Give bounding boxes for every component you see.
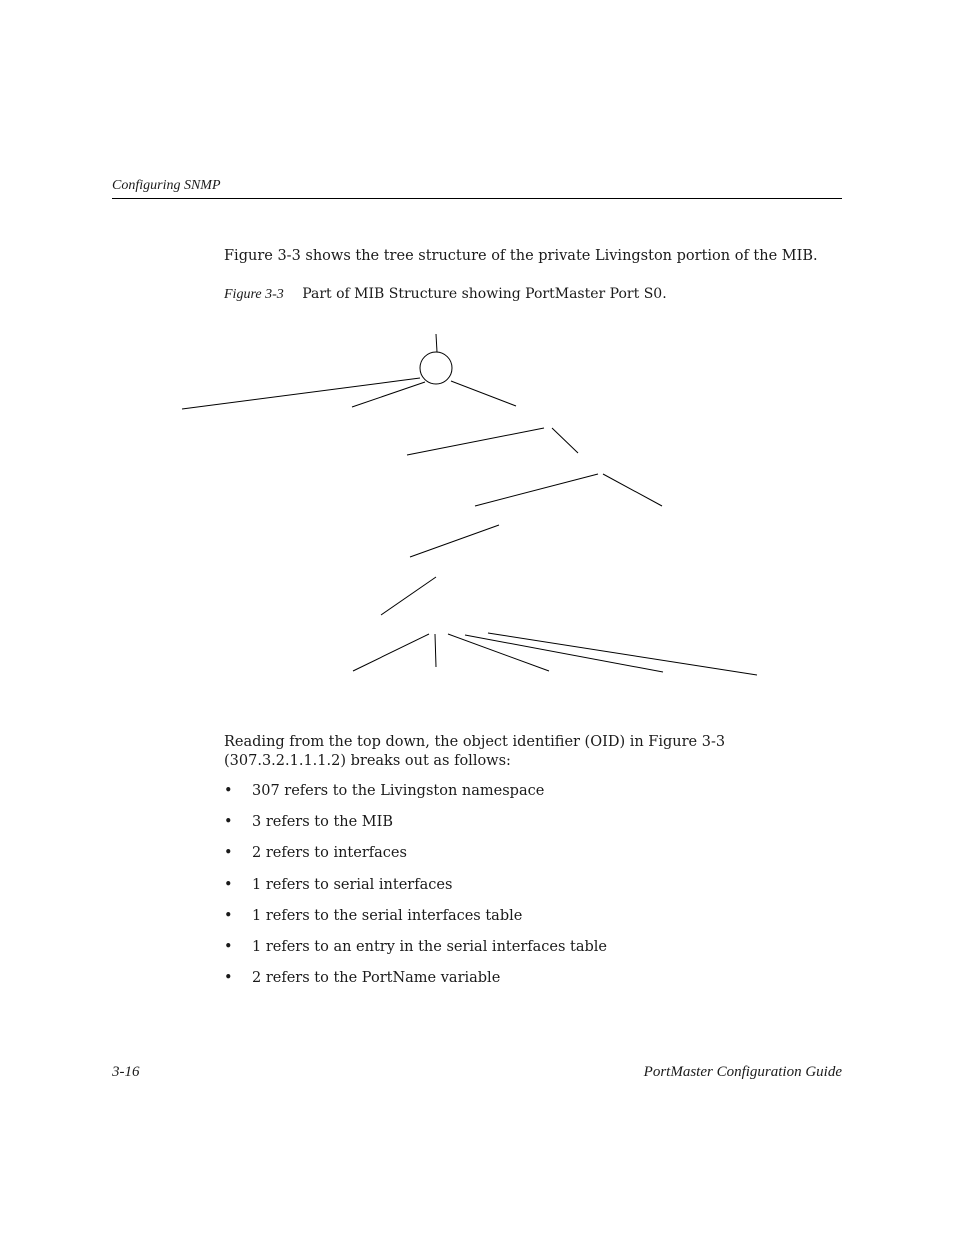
tree-branch	[488, 633, 757, 675]
list-item-text: 1 refers to an entry in the serial interfaces table	[252, 938, 607, 955]
tree-branch	[603, 474, 662, 506]
tree-branch	[435, 634, 436, 667]
tree-branch	[407, 428, 544, 455]
list-item	[224, 908, 607, 939]
mib-tree-diagram	[0, 325, 954, 685]
tree-branch	[381, 577, 436, 615]
tree-root-node	[420, 352, 452, 384]
intro-paragraph: Figure 3-3 shows the tree structure of the private Livingston portion of the MIB.	[224, 248, 818, 264]
book-title: PortMaster Configuration Guide	[643, 1064, 842, 1080]
tree-branch	[410, 525, 499, 557]
tree-branch	[475, 474, 598, 506]
list-item	[224, 877, 607, 908]
page-number: 3-16	[112, 1064, 140, 1080]
bullet-glyph: •	[224, 938, 233, 955]
bullet-glyph: •	[224, 783, 233, 799]
tree-branch	[451, 381, 516, 406]
tree-branch	[465, 635, 663, 672]
figure-number: Figure 3-3	[224, 287, 284, 302]
bullet-glyph: •	[224, 907, 233, 924]
tree-branch	[182, 378, 420, 409]
list-item	[224, 783, 607, 814]
list-item	[224, 814, 607, 845]
figure-caption	[224, 286, 667, 303]
list-item-text: 3 refers to the MIB	[252, 814, 394, 831]
figure-title: Part of MIB Structure showing PortMaster Port S0.	[302, 286, 667, 302]
list-item	[224, 939, 607, 970]
bullet-glyph: •	[224, 814, 233, 831]
list-item-text: 1 refers to the serial interfaces table	[252, 907, 523, 924]
oid-breakdown-list	[224, 783, 607, 1001]
tree-branch	[353, 634, 429, 671]
list-item-text: 2 refers to the PortName variable	[252, 970, 501, 987]
reading-paragraph: Reading from the top down, the object identifier (OID) in Figure 3-3 (307.3.2.1.1.1.2) breaks out as follows:	[224, 734, 726, 769]
tree-branch	[552, 428, 578, 453]
bullet-glyph: •	[224, 876, 233, 893]
list-item-text: 2 refers to interfaces	[252, 845, 407, 862]
list-item	[224, 970, 607, 1001]
bullet-glyph: •	[224, 845, 233, 862]
running-head: Configuring SNMP	[112, 178, 221, 193]
header-rule	[112, 198, 842, 199]
list-item-text: 1 refers to serial interfaces	[252, 876, 453, 893]
list-item	[224, 845, 607, 876]
tree-branch	[448, 634, 549, 671]
list-item-text: 307 refers to the Livingston namespace	[252, 783, 545, 799]
tree-root-stem	[436, 334, 437, 352]
bullet-glyph: •	[224, 970, 233, 987]
